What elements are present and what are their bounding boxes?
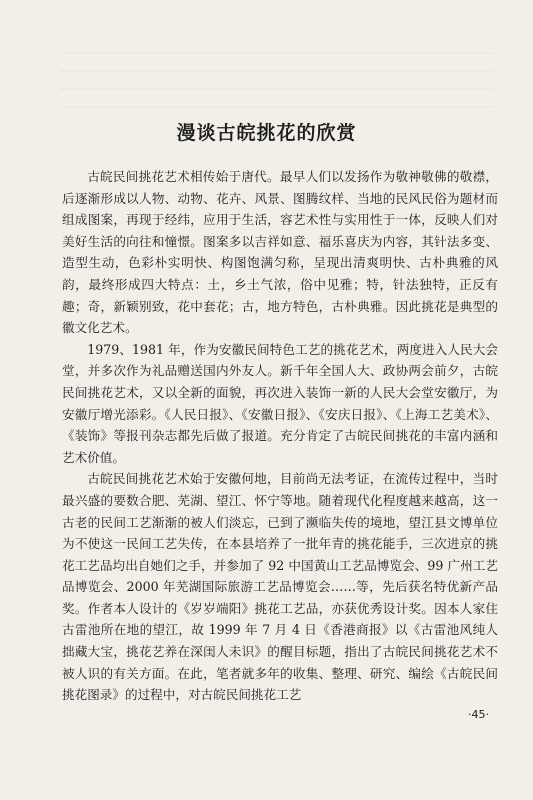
bleed-through-text xyxy=(60,52,493,112)
article-title: 漫谈古皖挑花的欣赏 xyxy=(176,122,357,144)
page-number: ·45· xyxy=(468,708,489,721)
paragraph-3: 古皖民间挑花艺术始于安徽何地，目前尚无法考证，在流传过程中，当时最兴盛的要数合肥、芜湖、望江、怀宁等地。随着现代化程度越来越高，这一古老的民间工艺渐渐的被人们淡忘，已到了濒临失传的境地，望江县文博单位为不使这一民间工艺失传，在本县培养了一批年青的挑花能手，三次进京的挑花工艺品均出自她们之手，并参加了 92 中国黄山工艺品博览会、99 广州工艺品博览会、2000 年芜湖国际旅游工艺品博览会……等，先后获名特优新产品奖。作者本人设计的《岁岁端阳》挑花工艺品，亦获优秀设计奖。因本人家住古雷池所在地的望江，故 1999 年 7 月 4 日《香港商报》以《古雷池风纯人拙藏大宝，挑花艺养在深闺人未识》的醒目标题，指出了古皖民间挑花艺术不被人识的有关方面。在此，笔者就多年的收集、整理、研究、编绘《古皖民间挑花图录》的过程中，对古皖民间挑花工艺 xyxy=(62,471,498,703)
article-body xyxy=(62,166,498,706)
paragraph-1: 古皖民间挑花艺术相传始于唐代。最早人们以发扬作为敬神敬佛的敬襟，后逐渐形成以人物、动物、花卉、风景、图腾纹样、当地的民风民俗为题材而组成图案，再现于经纬，应用于生活，容艺术性与实用性于一体，反映人们对美好生活的向往和憧憬。图案多以吉祥如意、福乐喜庆为内容，其针法多变、造型生动，色彩朴实明快、构图饱满匀称，呈现出清爽明快、古朴典雅的风韵，最终形成四大特点：土，乡土气浓，俗中见雅；特，针法独特，正反有趣；奇，新颖别致，花中套花；古，地方特色，古朴典雅。因此挑花是典型的徽文化艺术。 xyxy=(62,169,498,336)
paragraph-2: 1979、1981 年，作为安徽民间特色工艺的挑花艺术，两度进入人民大会堂，并多次作为礼品赠送国内外友人。新千年全国人大、政协两会前夕，古皖民间挑花艺术，又以全新的面貌，再次进入装饰一新的人民大会堂安徽厅，为安徽厅增光添彩。《人民日报》、《安徽日报》、《安庆日报》、《上海工艺美术》、《装饰》等报刊杂志都先后做了报道。充分肯定了古皖民间挑花的丰富内涵和艺术价值。 xyxy=(62,341,498,465)
